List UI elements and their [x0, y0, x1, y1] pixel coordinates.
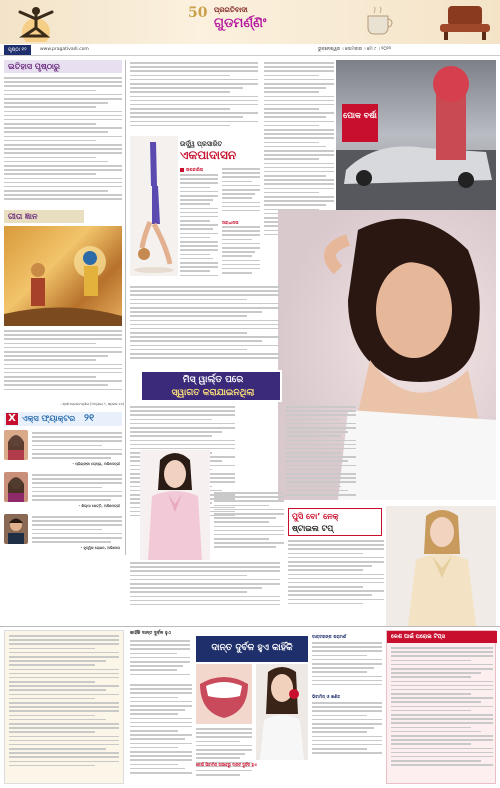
- miss-world-title-line2: ସ୍ୱାଗତ କରାଯାଇନଥିଲା: [171, 388, 255, 398]
- avatar-person-1: [4, 430, 28, 460]
- x-factor-quote-2: [32, 474, 122, 504]
- yoga-steps-text: [222, 168, 260, 218]
- page-number: ପୃଷ୍ଠା ୧୨: [4, 45, 31, 55]
- x-factor-sign-1: - ପ୍ରିୟଙ୍କା ଚୋପ୍ରା, ଅଭିନେତ୍ରୀ: [72, 462, 120, 466]
- gita-signature: - ଶ୍ରୀମଦ୍‌ଭଗବଦ୍‌ଗୀତା (ଅଧ୍ୟାୟ ୨, ଶ୍ଳୋକ ୪୭): [60, 402, 124, 406]
- yoga-intro-text: [130, 62, 258, 136]
- pussy-bow-title-line2: ଷ୍ଟାଇଲ ଟପ୍: [292, 524, 334, 533]
- yoga-caution-text: [222, 226, 260, 282]
- miss-world-title-line1: ମିସ୍‌ ୱାର୍ଲ୍ଡ ପରେ: [182, 375, 244, 385]
- teeth-intro-text: [130, 640, 190, 680]
- gita-krishna-arjuna-image: [4, 226, 122, 326]
- miss-world-text-right: [286, 406, 356, 506]
- teeth-sub1-text: [312, 642, 382, 692]
- teeth-article-text-col1: [130, 684, 192, 784]
- gita-heading: ଗୀତା ଜ୍ଞାନ: [4, 210, 84, 223]
- bottom-left-text: [9, 635, 119, 781]
- tips-text: [391, 647, 493, 781]
- teeth-kicker: କାହିଁକି ଦାନ୍ତ ଦୁର୍ବଳ ହୁଏ: [130, 631, 171, 636]
- pussy-bow-title-line1: ପୁସି ବୋ’ ନେକ୍: [292, 512, 339, 521]
- yoga-method-text: [180, 174, 218, 282]
- x-factor-sign-2: - ଶିଲ୍ପା ଶେଟ୍ଟି, ଅଭିନେତ୍ରୀ: [78, 504, 120, 508]
- coffee-cup-icon: [360, 6, 400, 36]
- miss-world-title-box: [140, 370, 282, 402]
- teeth-article-text-col2: [196, 728, 252, 784]
- x-factor-quote-3: [32, 516, 122, 546]
- x-factor-heading: [4, 412, 122, 426]
- teeth-smile-image: [196, 664, 252, 724]
- bottom-left-box: [4, 630, 124, 784]
- x-factor-sign-3: - ହୃତ୍ୱିକ ରୋଶନ, ଅଭିନେତା: [80, 546, 120, 550]
- rain-street-image: [336, 60, 496, 210]
- yoga-caution-label: ସାବଧାନତା: [222, 220, 239, 225]
- rain-title-badge: ପୋକ ବର୍ଷା: [342, 104, 378, 142]
- chair-icon: [430, 2, 498, 42]
- bottom-section-divider: [0, 626, 500, 627]
- fifty-years-badge: 50: [188, 5, 208, 21]
- brand-name: ପ୍ରଗତିବାଦୀ: [214, 6, 248, 14]
- section-title: ଗୁଡମର୍ଣ୍ଣିଂ: [214, 16, 267, 31]
- avatar-person-3: [4, 514, 28, 544]
- pussy-bow-bullets-text: [214, 492, 284, 558]
- column-divider-left: [125, 60, 126, 555]
- website: www.pragativadi.com: [40, 47, 89, 52]
- tips-box: [386, 630, 496, 784]
- yoga-title: ଏକପାଦାସନ: [180, 148, 237, 162]
- miss-world-text-top: [130, 286, 280, 366]
- teeth-title-box: [196, 636, 308, 662]
- teeth-sub3: କେଉଁ ଭିଟାମିନ୍‌ ଅଭାବରୁ ଦାନ୍ତ ଦୁର୍ବଳ ହୁଏ: [196, 762, 257, 767]
- itihasa-heading: ଇତିହାସ ପୃଷ୍ଠାରୁ: [4, 60, 122, 73]
- x-factor-title: ଏକ୍ସ ଫ୍ୟାକ୍ଟର: [22, 414, 76, 423]
- masthead: [0, 0, 500, 44]
- x-factor-number: ୨୧: [84, 413, 95, 424]
- yoga-kicker: ଉର୍ଦ୍ଧ୍ୱ ପ୍ରସାରିତ: [180, 140, 223, 148]
- fashion-model-pink-image: [140, 450, 210, 560]
- yoga-benefits-label: ଉପକାରିତା: [186, 167, 204, 172]
- teeth-sub1: ଡାକ୍ତରଙ୍କ ପରାମର୍ଶ: [312, 634, 347, 639]
- pussy-bow-article-text: [288, 540, 384, 612]
- x-icon: X: [6, 413, 18, 425]
- teeth-pain-woman-image: [256, 664, 308, 760]
- teeth-title: ଦାନ୍ତ ଦୁର୍ବଳ ହୁଏ କାହିଁକି: [211, 643, 293, 653]
- yoga-silhouette-icon: [6, 2, 66, 42]
- date-strip: [0, 44, 500, 56]
- teeth-sub2: ଭିଟାମିନ୍‌ ଓ ଖଣିଜ: [312, 694, 341, 699]
- bullet-icon: [180, 168, 184, 172]
- tips-title: କେଶ ପାଇଁ ଘରୋଇ ଟିପ୍‌ସ: [387, 631, 497, 643]
- pussy-bow-title-box: [288, 508, 382, 536]
- teeth-sub2-text: [312, 702, 382, 762]
- fashion-lower-text: [130, 562, 280, 612]
- gita-text: [4, 330, 122, 400]
- x-factor-quote-1: [32, 432, 122, 462]
- fashion-model-cream-image: [386, 506, 496, 626]
- avatar-person-2: [4, 472, 28, 502]
- yoga-pose-image: [130, 136, 178, 276]
- date-line: ଭୁବନେଶ୍ୱର । ସୋମବାର । ମେ ୯ । ୨୦୨୨: [318, 47, 392, 52]
- itihasa-text: [4, 77, 122, 205]
